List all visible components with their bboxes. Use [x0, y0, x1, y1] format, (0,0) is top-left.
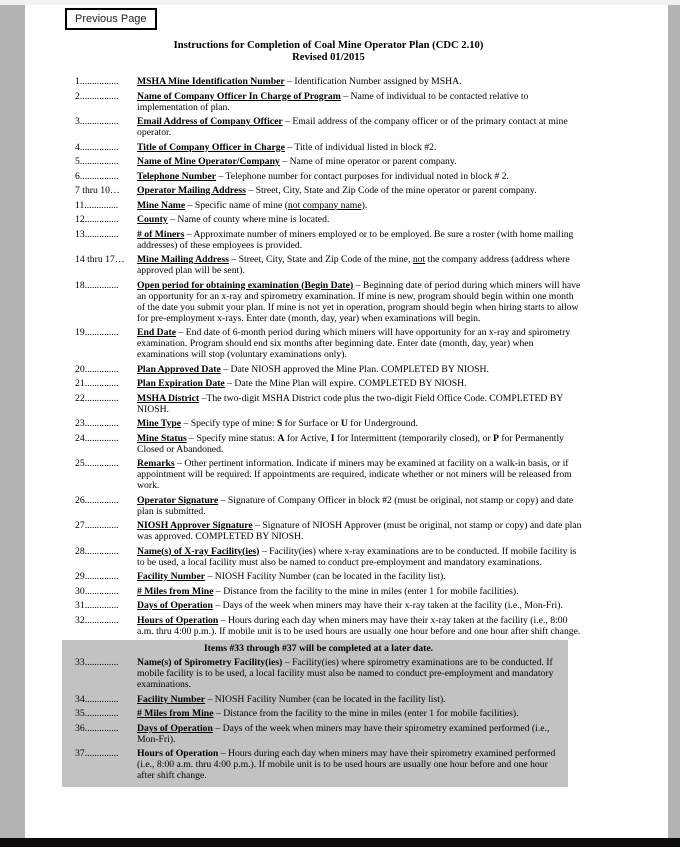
- item-text: Mine Status – Specify mine status: A for Active, I for Intermittent (temporarily closed), or P for Permanently Closed or Abandoned.: [137, 432, 565, 455]
- item-number: 23..............: [75, 418, 119, 429]
- item-term: Facility Number: [137, 693, 206, 705]
- item-text: Operator Signature – Signature of Company Officer in block #2 (must be original, not stamp or copy) and date plan is submitted.: [137, 494, 574, 517]
- item-term: Open period for obtaining examination (Begin Date): [137, 279, 354, 291]
- item-term: Days of Operation: [137, 600, 213, 611]
- item-text: Name(s) of X-ray Facility(ies) – Facility(ies) where x-ray examinations are to be conducted. If mobile facility is to be used, a local facility must also be named to conduct pre-employment and mandatory examinations.: [137, 545, 577, 568]
- item-number: 25..............: [75, 458, 119, 469]
- item-text: Days of Operation – Days of the week when miners may have their spirometry examined performed (i.e., Mon-Fri).: [137, 722, 550, 745]
- document-page: [25, 5, 668, 838]
- item-term: Name of Company Officer In Charge of Program: [137, 90, 341, 102]
- item-term: Operator Mailing Address: [137, 185, 246, 196]
- window-bottom-bar: [0, 838, 680, 847]
- item-number: 37..............: [75, 748, 119, 759]
- instruction-item: [75, 520, 582, 542]
- item-number: 34..............: [75, 693, 119, 705]
- item-term: Mine Mailing Address: [137, 254, 229, 265]
- item-text: Plan Expiration Date – Date the Mine Plan will expire. COMPLETED BY NIOSH.: [137, 378, 467, 389]
- item-term: Name(s) of X-ray Facility(ies): [137, 545, 260, 557]
- previous-page-button[interactable]: Previous Page: [65, 8, 157, 30]
- instruction-item: [75, 280, 582, 324]
- instruction-item: [75, 433, 582, 455]
- item-term: Plan Approved Date: [137, 363, 221, 375]
- instruction-list: [75, 76, 582, 787]
- instruction-item: [75, 91, 582, 113]
- item-term: Days of Operation: [137, 722, 213, 734]
- item-term: Facility Number: [137, 571, 206, 582]
- instruction-item: [75, 116, 582, 138]
- item-text: Mine Mailing Address – Street, City, State and Zip Code of the mine, not the company address (address where approved plan will be sent).: [137, 254, 570, 276]
- item-term: End Date: [137, 327, 177, 338]
- item-number: 2................: [75, 90, 119, 102]
- item-term: Email Address of Company Officer: [137, 116, 283, 127]
- item-term: NIOSH Approver Signature: [137, 520, 253, 531]
- instruction-item: [75, 546, 582, 568]
- item-term: Mine Name: [137, 199, 186, 211]
- instruction-item: [75, 156, 582, 167]
- instruction-item: [75, 748, 562, 781]
- instruction-item: [75, 586, 582, 597]
- item-text: # Miles from Mine – Distance from the facility to the mine in miles (enter 1 for mobile facilities).: [137, 708, 519, 719]
- item-term: Plan Expiration Date: [137, 378, 225, 389]
- item-number: 32..............: [75, 614, 119, 626]
- item-number: 31..............: [75, 600, 119, 611]
- instruction-items: [75, 76, 582, 637]
- item-text: Name(s) of Spirometry Facility(ies) – Facility(ies) where spirometry examinations are to be conducted. If mobile facility is to be used, a local facility must also be named to conduct pre-employment and mandatory examinations.: [137, 657, 554, 690]
- item-number: 29..............: [75, 571, 119, 582]
- item-number: 19..............: [75, 327, 119, 338]
- item-term: Operator Signature: [137, 494, 219, 506]
- item-text: Mine Name – Specific name of mine (not company name).: [137, 199, 368, 211]
- item-text: Hours of Operation – Hours during each day when miners may have their spirometry examined performed (i.e., 8:00 a.m. thru 4:00 p.m.). If mobile unit is to be used hours are usually one hour before and one hour after shift change.: [137, 748, 556, 781]
- item-term: Hours of Operation: [137, 748, 219, 759]
- item-text: Plan Approved Date – Date NIOSH approved the Mine Plan. COMPLETED BY NIOSH.: [137, 363, 489, 375]
- item-number: 6................: [75, 170, 119, 182]
- instruction-item: [75, 571, 582, 582]
- item-number: 26..............: [75, 494, 119, 506]
- item-term: Name(s) of Spirometry Facility(ies): [137, 657, 283, 668]
- item-text: Email Address of Company Officer – Email address of the company officer or of the primary contact at mine operator.: [137, 116, 568, 138]
- item-text: NIOSH Approver Signature – Signature of NIOSH Approver (must be original, not stamp or copy) and date plan was approved. COMPLETED BY NIOSH.: [137, 520, 582, 542]
- item-number: 5................: [75, 156, 119, 167]
- item-text: Name of Company Officer In Charge of Program – Name of individual to be contacted relative to implementation of plan.: [137, 90, 529, 113]
- item-text: Telephone Number – Telephone number for contact purposes for individual noted in block # 2.: [137, 170, 509, 182]
- instruction-item: [75, 600, 582, 611]
- item-text: Operator Mailing Address – Street, City, State and Zip Code of the mine operator or parent company.: [137, 185, 537, 196]
- instruction-item: [75, 393, 582, 415]
- item-number: 30..............: [75, 585, 119, 597]
- item-number: 33..............: [75, 657, 119, 668]
- item-number: 22..............: [75, 392, 119, 404]
- page-subtitle: Revised 01/2015: [292, 51, 365, 63]
- document-header: [75, 40, 582, 63]
- item-term: # of Miners: [137, 228, 185, 240]
- later-date-note: Items #33 through #37 will be completed at a later date.: [203, 643, 434, 654]
- instruction-item: [75, 254, 582, 276]
- item-term: MSHA District: [137, 392, 200, 404]
- item-text: Facility Number – NIOSH Facility Number (can be located in the facility list).: [137, 571, 446, 582]
- instruction-item: [75, 657, 562, 690]
- instruction-item: [75, 378, 582, 389]
- item-term: County: [137, 214, 168, 225]
- item-text: Days of Operation – Days of the week when miners may have their x-ray taken at the facility (i.e., Mon-Fri).: [137, 600, 563, 611]
- instruction-item: [75, 171, 582, 182]
- item-number: 24..............: [75, 432, 119, 444]
- item-term: # Miles from Mine: [137, 708, 214, 719]
- instruction-item: [75, 214, 582, 225]
- instruction-item: [75, 418, 582, 429]
- item-number: 27..............: [75, 520, 119, 531]
- item-term: Hours of Operation: [137, 614, 219, 626]
- item-number: 20..............: [75, 363, 119, 375]
- item-text: # Miles from Mine – Distance from the facility to the mine in miles (enter 1 for mobile facilities).: [137, 585, 519, 597]
- instruction-item: [75, 723, 562, 745]
- instruction-item: [75, 458, 582, 491]
- item-number: 28..............: [75, 545, 119, 557]
- item-text: Remarks – Other pertinent information. Indicate if miners may be examined at facility on a walk-in basis, or if appointment will be required. If appointments are required, indicate whether or not miners will be released from work.: [137, 458, 572, 491]
- item-number: 36..............: [75, 722, 119, 734]
- item-text: Mine Type – Specify type of mine: S for Surface or U for Underground.: [137, 418, 418, 429]
- later-date-items: [75, 657, 562, 781]
- instruction-item: [75, 200, 582, 211]
- item-term: MSHA Mine Identification Number: [137, 76, 285, 87]
- item-text: Hours of Operation – Hours during each day when miners may have their x-ray taken at the facility (i.e., 8:00 a.m. thru 4:00 p.m.). If mobile unit is to be used hours are usually one hour before and one hour after shift change.: [137, 614, 581, 637]
- item-number: 18..............: [75, 279, 119, 291]
- instruction-item: [75, 76, 582, 87]
- item-number: 21..............: [75, 378, 119, 389]
- item-number: 14 thru 17…: [75, 254, 125, 265]
- item-term: Mine Status: [137, 432, 187, 444]
- item-term: Title of Company Officer in Charge: [137, 141, 285, 153]
- page-title: Instructions for Completion of Coal Mine Operator Plan (CDC 2.10): [173, 40, 484, 51]
- item-term: Name of Mine Operator/Company: [137, 156, 280, 167]
- item-text: Name of Mine Operator/Company – Name of mine operator or parent company.: [137, 156, 457, 167]
- item-term: Remarks: [137, 458, 175, 469]
- later-date-section: [62, 640, 568, 787]
- item-text: County – Name of county where mine is located.: [137, 214, 330, 225]
- item-number: 3................: [75, 116, 119, 127]
- item-number: 7 thru 10…: [75, 185, 120, 196]
- item-text: MSHA Mine Identification Number – Identification Number assigned by MSHA.: [137, 76, 462, 87]
- item-number: 12..............: [75, 214, 119, 225]
- instruction-item: [75, 694, 562, 705]
- instruction-item: [75, 229, 582, 251]
- item-number: 1................: [75, 76, 119, 87]
- instruction-item: [75, 142, 582, 153]
- instruction-item: [75, 364, 582, 375]
- instruction-item: [75, 495, 582, 517]
- instruction-item: [75, 327, 582, 360]
- instruction-item: [75, 615, 582, 637]
- item-term: Telephone Number: [137, 170, 217, 182]
- item-number: 4................: [75, 141, 119, 153]
- item-term: Mine Type: [137, 418, 182, 429]
- item-text: Open period for obtaining examination (Begin Date) – Beginning date of period during which miners will have an opportunity for an x-ray and spirometry examination. If mine is new, program should begin within one month of the date you submit your plan. If mine is not yet in operation, program should begin when hiring starts to allow for pre-employment x-rays. Enter date (month, day, year) when examinations will begin.: [137, 279, 581, 324]
- instruction-item: [75, 185, 582, 196]
- instruction-item: [75, 708, 562, 719]
- item-number: 13..............: [75, 228, 119, 240]
- item-text: # of Miners – Approximate number of miners employed or to be employed. Be sure a roster (with home mailing addresses) of these employees is provided.: [137, 228, 574, 251]
- item-term: # Miles from Mine: [137, 585, 214, 597]
- item-text: Title of Company Officer in Charge – Title of individual listed in block #2.: [137, 141, 437, 153]
- item-number: 35..............: [75, 708, 119, 719]
- item-text: MSHA District –The two-digit MSHA District code plus the two-digit Field Office Code. COMPLETED BY NIOSH.: [137, 392, 563, 415]
- item-number: 11..............: [75, 199, 119, 211]
- item-text: Facility Number – NIOSH Facility Number (can be located in the facility list).: [137, 693, 446, 705]
- item-text: End Date – End date of 6-month period during which miners will have opportunity for an x-ray and spirometry examination. Program should end six months after beginning date. Enter date (month, day, year) when examinations will stop (voluntary examinations only).: [137, 327, 571, 360]
